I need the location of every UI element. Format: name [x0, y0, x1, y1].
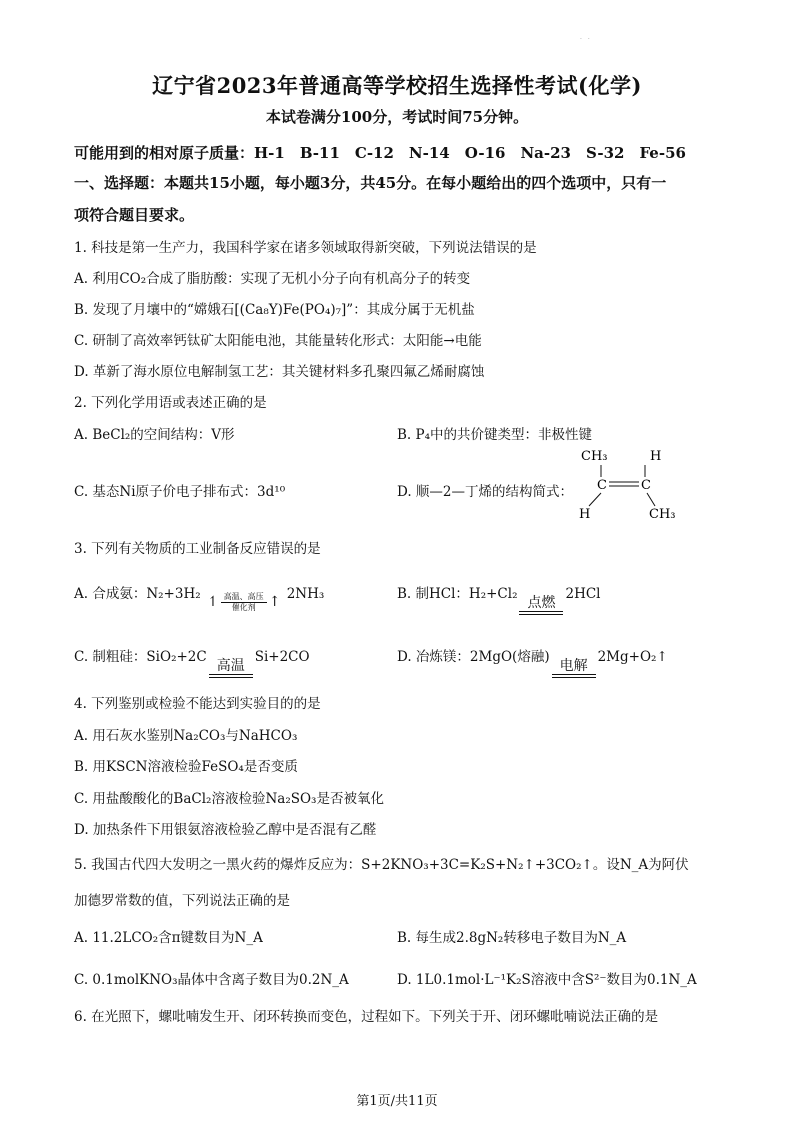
- q3-option-c: [74, 645, 310, 678]
- q2-option-b: B. P₄中的共价键类型：非极性键: [397, 427, 592, 443]
- page-title: 辽宁省2023年普通高等学校招生选择性考试(化学): [152, 73, 642, 98]
- q3-a-reactants: A. 合成氨：N₂+3H₂: [74, 586, 201, 602]
- q3-d-products: 2Mg+O₂↑: [597, 649, 668, 665]
- q5-option-b: B. 每生成2.8gN₂转移电子数目为N_A: [397, 930, 627, 946]
- q1-option-a: A. 利用CO₂合成了脂肪酸：实现了无机小分子向有机高分子的转变: [74, 271, 471, 287]
- up-arrow-icon: ↿: [206, 594, 219, 610]
- q5-option-a: A. 11.2LCO₂含π键数目为N_A: [74, 930, 263, 946]
- q4-option-d: D. 加热条件下用银氨溶液检验乙醇中是否混有乙醛: [74, 822, 377, 838]
- struct-top-right: H: [650, 449, 662, 464]
- struct-bottom-left: H: [579, 507, 591, 522]
- struct-carbon-1: C: [597, 478, 607, 493]
- q3-a-condition-bottom: 催化剂: [231, 602, 256, 612]
- q1-option-c: C. 研制了高效率钙钛矿太阳能电池，其能量转化形式：太阳能→电能: [74, 333, 482, 349]
- q1-option-b: B. 发现了月壤中的“嫦娥石[(Ca₈Y)Fe(PO₄)₇]”：其成分属于无机盐: [74, 302, 475, 318]
- q3-b-products: 2HCl: [565, 586, 601, 602]
- q6-stem: 6. 在光照下，螺吡喃发生开、闭环转换而变色，过程如下。下列关于开、闭环螺吡喃说法正确的是: [74, 1009, 659, 1025]
- q2-option-d: D. 顺—2—丁烯的结构简式：: [397, 484, 574, 500]
- q4-option-b: B. 用KSCN溶液检验FeSO₄是否变质: [74, 759, 298, 775]
- q4-option-c: C. 用盐酸酸化的BaCl₂溶液检验Na₂SO₃是否被氧化: [74, 791, 384, 807]
- q3-c-condition: 高温: [216, 658, 245, 674]
- q3-a-products: 2NH₃: [286, 586, 325, 602]
- q3-d-reactants: D. 冶炼镁：2MgO(熔融): [397, 649, 550, 665]
- q3-option-b: [397, 582, 601, 615]
- page-number: 第1页/共11页: [356, 1094, 438, 1109]
- q3-a-condition-top: 高温、高压: [223, 591, 264, 601]
- cis-2-butene-structure: [575, 446, 685, 524]
- q1-option-d: D. 革新了海水原位电解制氢工艺：其关键材料多孔聚四氟乙烯耐腐蚀: [74, 364, 485, 380]
- struct-carbon-2: C: [641, 478, 651, 493]
- struct-top-left: CH₃: [581, 449, 608, 464]
- q1-stem: 1. 科技是第一生产力，我国科学家在诸多领域取得新突破，下列说法错误的是: [74, 240, 537, 256]
- struct-bond-bl: [589, 493, 601, 506]
- q2-stem: 2. 下列化学用语或表述正确的是: [74, 395, 267, 411]
- q3-option-a: [74, 582, 324, 613]
- corner-dots: · ·: [580, 36, 590, 43]
- q3-stem: 3. 下列有关物质的工业制备反应错误的是: [74, 541, 321, 557]
- q5-option-c: C. 0.1molKNO₃晶体中含离子数目为0.2N_A: [74, 972, 349, 988]
- q4-stem: 4. 下列鉴别或检验不能达到实验目的的是: [74, 696, 321, 712]
- q2-option-a: A. BeCl₂的空间结构：V形: [74, 427, 235, 443]
- q3-c-products: Si+2CO: [254, 649, 310, 665]
- q3-b-condition: 点燃: [527, 595, 556, 611]
- section-heading-line-2: 项符合题目要求。: [74, 206, 195, 224]
- reversible-arrow: [207, 592, 280, 613]
- section-heading-line-1: 一、选择题：本题共15小题，每小题3分，共45分。在每小题给出的四个选项中，只有一: [74, 174, 667, 192]
- q4-option-a: A. 用石灰水鉴别Na₂CO₃与NaHCO₃: [74, 728, 298, 744]
- q5-option-d: D. 1L0.1mol·L⁻¹K₂S溶液中含S²⁻数目为0.1N_A: [397, 972, 697, 988]
- struct-bottom-right: CH₃: [649, 507, 676, 522]
- atomic-mass-line: 可能用到的相对原子质量：H-1 B-11 C-12 N-14 O-16 Na-23 S-32 Fe-56: [74, 144, 686, 162]
- up-arrow-icon: ↑: [268, 594, 281, 610]
- q3-d-condition: 电解: [559, 658, 588, 674]
- struct-bond-br: [647, 493, 655, 506]
- q5-stem-line-1: 5. 我国古代四大发明之一黑火药的爆炸反应为：S+2KNO₃+3C=K₂S+N₂↑+3CO₂↑。设N_A为阿伏: [74, 857, 689, 873]
- q3-c-reactants: C. 制粗硅：SiO₂+2C: [74, 649, 207, 665]
- exam-subtitle: 本试卷满分100分，考试时间75分钟。: [265, 108, 529, 126]
- q5-stem-line-2: 加德罗常数的值，下列说法正确的是: [74, 893, 290, 909]
- q3-option-d: [397, 645, 668, 678]
- q2-option-c: C. 基态Ni原子价电子排布式：3d¹⁰: [74, 484, 286, 500]
- q3-b-reactants: B. 制HCl：H₂+Cl₂: [397, 586, 518, 602]
